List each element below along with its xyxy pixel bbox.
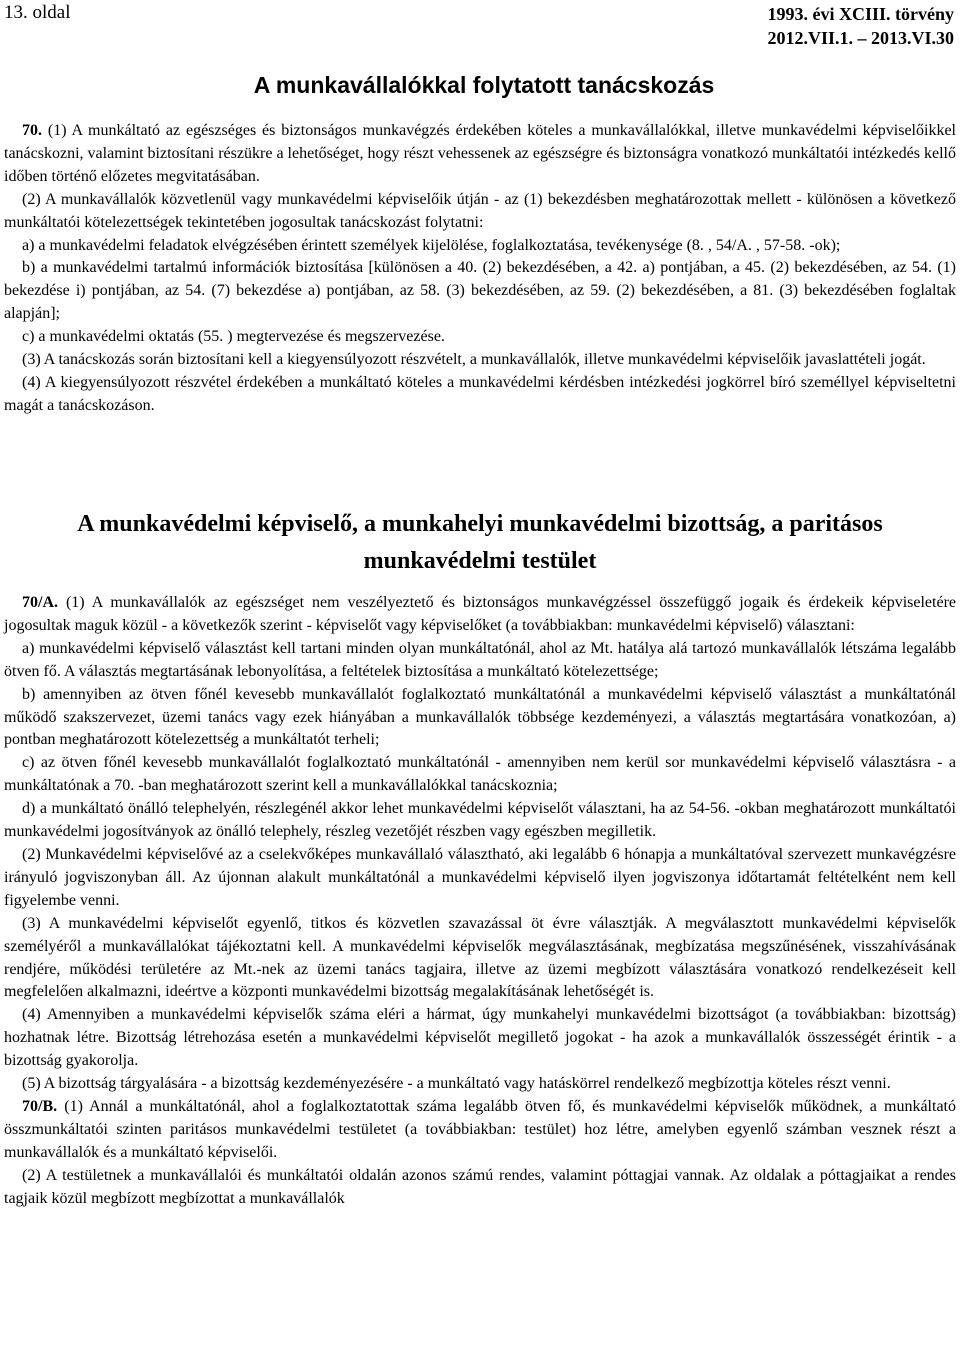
section-representative-body	[4, 592, 956, 1210]
paragraph-70-4: (4) A kiegyensúlyozott részvétel érdekében a munkáltató köteles a munkavédelmi kérdésben intézkedési jogkörrel bíró személlyel képviseltetni magát a tanácskozáson.	[4, 373, 956, 414]
paragraph-70A-4: (4) Amennyiben a munkavédelmi képviselők száma eléri a hármat, úgy munkahelyi munkavédelmi bizottságot (a továbbiakban: bizottság) hozhatnak létre. Bizottság létrehozása esetén a munkavédelmi képviselőt megillető jogokat - ha azok a munkavállalók összességét érintik - a bizottság gyakorolja.	[4, 1006, 956, 1070]
paragraph-70A-1-c: c) az ötven főnél kevesebb munkavállalót foglalkoztató munkáltatónál - amennyiben nem kerül sor munkavédelmi képviselő választásra - a munkáltatónak a 70. -ban meghatározott szerint kell a munkavállalókkal tanácskoznia;	[4, 754, 956, 795]
paragraph-70A-5: (5) A bizottság tárgyalására - a bizottság kezdeményezésére - a munkáltató vagy hatáskörrel rendelkező megbízottja köteles részt venni.	[22, 1075, 891, 1093]
paragraph-70-2-c: c) a munkavédelmi oktatás (55. ) megtervezése és megszervezése.	[22, 328, 445, 346]
paragraph-text: (1) A munkáltató az egészséges és biztonságos munkavégzés érdekében köteles a munkavállalókkal, illetve munkavédelmi képviselőikkel tanácskozni, valamint biztosítani részükre a lehetőséget, hogy részt vehessenek az egészségre és biztonságra vonatkozó munkáltatói intézkedés kellő időben történő előzetes megvitatásában.	[4, 122, 956, 185]
paragraph-70-2: (2) A munkavállalók közvetlenül vagy munkavédelmi képviselőik útján - az (1) bekezdésben meghatározottak mellett - különösen a következő munkáltatói kötelezettségek tekintetében jogosultak tanácskozást folytatni:	[4, 190, 956, 231]
paragraph-70B-2: (2) A testületnek a munkavállalói és munkáltatói oldalán azonos számú rendes, valamint póttagjai vannak. Az oldalak a póttagjaikat a rendes tagjaik közül megbízott megbízottat a munkavállalók	[4, 1166, 956, 1207]
section-heading-text: A munkavállalókkal folytatott tanácskozás	[253, 72, 715, 98]
paragraph-70-2-b: b) a munkavédelmi tartalmú információk biztosítása [különösen a 40. (2) bekezdésében, a 42. a) pontjában, a 45. (2) bekezdésében, az 54. (1) bekezdése i) pontjában, az 54. (7) bekezdése a) pontjában, az 58. (3) bekezdésében, az 59. (2) bekezdésében, a 81. (3) bekezdésében foglaltak alapján];	[4, 259, 956, 323]
paragraph-70A-2: (2) Munkavédelmi képviselővé az a cselekvőképes munkavállaló választható, aki legalább 6 hónapja a munkáltatóval szervezett munkavégzésre irányuló jogviszonyban áll. Az újonnan alakult munkáltatónál a munkavédelmi képviselő ilyen jogviszonya időtartamát feltételként nem kell figyelembe venni.	[4, 845, 956, 909]
section-number: 70/A.	[22, 594, 58, 611]
paragraph-70-1	[4, 120, 956, 189]
paragraph-70-3: (3) A tanácskozás során biztosítani kell a kiegyensúlyozott részvételt, a munkavállalók, illetve munkavédelmi képviselőik javaslattételi jogát.	[22, 351, 926, 369]
law-header	[767, 2, 954, 50]
law-title: 1993. évi XCIII. törvény	[767, 4, 954, 24]
section-number: 70.	[22, 122, 42, 139]
paragraph-70A-1	[4, 592, 956, 638]
paragraph-70-2-a: a) a munkavédelmi feladatok elvégzésében érintett személyek kijelölése, foglalkoztatása, tevékenysége (8. , 54/A. , 57-58. -ok);	[22, 236, 841, 254]
section-number: 70/B.	[22, 1097, 58, 1115]
page-number: 13. oldal	[4, 2, 71, 23]
paragraph-70A-1-a: a) munkavédelmi képviselő választást kell tartani minden olyan munkáltatónál, ahol az Mt. hatálya alá tartozó munkavállalók létszáma legalább ötven fő. A választás megtartásának lebonyolítása, a feltételek biztosítása a munkáltató kötelezettsége;	[4, 639, 956, 680]
section-heading-consultation	[4, 72, 956, 99]
paragraph-70A-3: (3) A munkavédelmi képviselőt egyenlő, titkos és közvetlen szavazással öt évre választják. A megválasztott munkavédelmi képviselők személyéről a munkavállalókat tájékoztatni kell. A munkavédelmi képviselők megválasztásának, megbízatása megszűnésének, visszahívásának rendjére, működési területére az Mt.-nek az üzemi tanács tagjaira, illetve az üzemi megbízott választására vonatkozó rendelkezéseit kell megfelelően alkalmazni, ideértve a központi munkavédelmi bizottság megalakításának lehetőségét is.	[4, 914, 956, 1001]
paragraph-70A-1-b: b) amennyiben az ötven főnél kevesebb munkavállalót foglalkoztató munkáltatónál a munkavédelmi képviselő választást a munkáltatónál működő szakszervezet, üzemi tanács vagy ezek hiányában a munkavállalók többsége kezdeményezi, a választás megtartására vonatkozóan, a) pontban meghatározott kötelezettség a munkáltatót terheli;	[4, 685, 956, 749]
section-heading-representative: A munkavédelmi képviselő, a munkahelyi munkavédelmi bizottság, a paritásos munkavédelmi testület	[77, 511, 883, 574]
paragraph-70B-1	[4, 1096, 956, 1165]
paragraph-text: (1) A munkavállalók az egészséget nem veszélyeztető és biztonságos munkavégzéssel összefüggő jogaik és érdekeik képviseletére jogosultak maguk közül - a következők szerint - képviselőt vagy képviselőket (a továbbiakban: munkavédelmi képviselő) választani:	[4, 594, 956, 634]
paragraph-text: (1) Annál a munkáltatónál, ahol a foglalkoztatottak száma legalább ötven fő, és munkavédelmi képviselők működnek, a munkáltató összmunkáltatói szinten paritásos munkavédelmi testületet (a továbbiakban: testület) hoz létre, amelyben egyenlő számban vesznek részt a munkavállalók és a munkáltató képviselői.	[4, 1097, 956, 1161]
validity-period: 2012.VII.1. – 2013.VI.30	[767, 28, 954, 48]
paragraph-70A-1-d: d) a munkáltató önálló telephelyén, részlegénél akkor lehet munkavédelmi képviselőt választani, ha az 54-56. -okban meghatározott munkáltatói munkavédelmi jogosítványok az önálló telephely, részleg vezetőjét részben vagy egészben megilletik.	[4, 800, 956, 841]
section-consultation-body	[4, 120, 956, 418]
